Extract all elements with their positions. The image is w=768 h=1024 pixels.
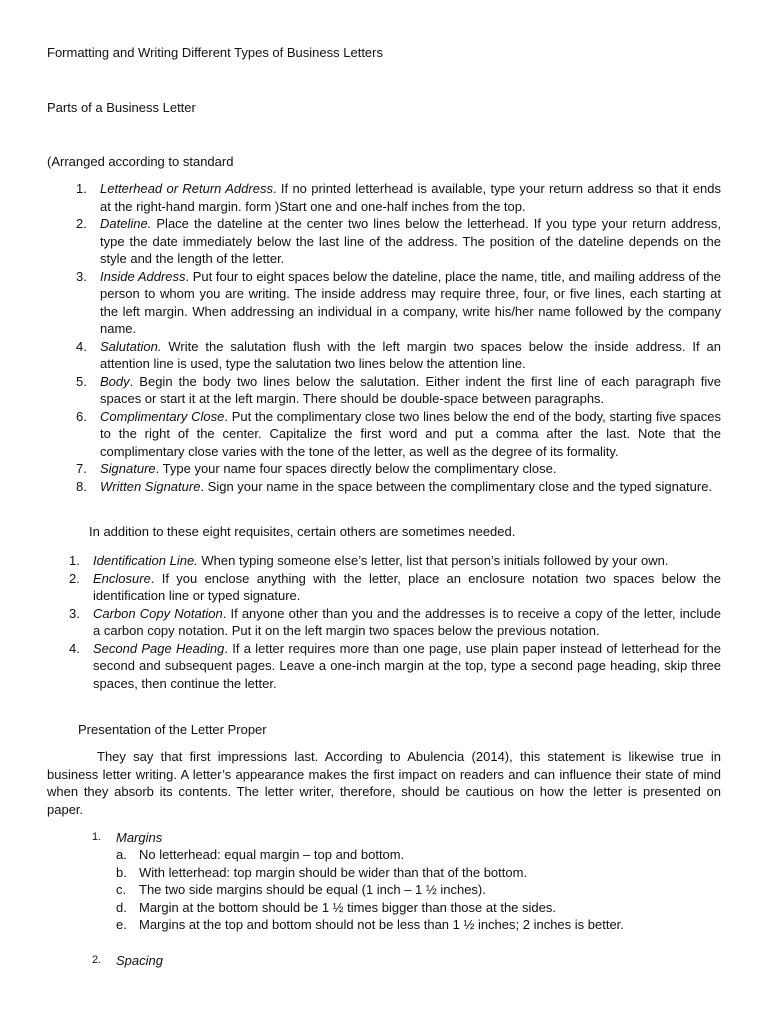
spacing-number: 2.	[92, 954, 102, 966]
list-number: 8.	[76, 478, 87, 494]
list-text: . If you enclose anything with the letter, place an enclosure notation two spaces below the identification line or typed signature.	[93, 570, 721, 603]
list-term: Dateline.	[100, 216, 152, 231]
list-term: Complimentary Close	[100, 408, 225, 424]
list-item	[76, 215, 721, 268]
list-term: Body	[100, 373, 130, 389]
list-item	[76, 478, 721, 496]
list-text: Write the salutation flush with the left margin two spaces below the inside address. If an attention line is used, type the salutation two lines below the attention line.	[100, 338, 721, 371]
list-number: c.	[116, 882, 127, 897]
list-item	[116, 864, 739, 882]
document-title: Formatting and Writing Different Types of Business Letters	[47, 45, 383, 60]
list-number: b.	[116, 864, 127, 880]
intro-paragraph: In addition to these eight requisites, certain others are sometimes needed.	[89, 524, 516, 539]
list-text: . If no printed letterhead is available, type your return address so that it ends at the right-hand margin. form )Start one and one-half inches from the top.	[100, 181, 721, 214]
list-number: 3.	[76, 268, 87, 284]
margins-title: Margins	[116, 830, 163, 845]
list-number: 1.	[76, 181, 87, 196]
margins-heading	[92, 829, 163, 847]
presentation-heading: Presentation of the Letter Proper	[78, 722, 267, 737]
list-term: Letterhead or Return Address	[100, 181, 273, 196]
list-number: 3.	[69, 605, 80, 621]
list-item	[69, 605, 721, 640]
list-item	[116, 916, 739, 934]
list-number: d.	[116, 899, 127, 915]
list-text: . Put the complimentary close two lines below the end of the body, starting five spaces to the right of the center. Capitalize the first word and put a comma after the last. Note that the complimentary close varies with the tone of the letter, as well as the degree of its formality.	[100, 408, 721, 459]
list-number: 2.	[69, 570, 80, 586]
list-item	[116, 881, 739, 899]
list-item	[69, 570, 721, 605]
list-item	[69, 640, 721, 693]
section-title: Parts of a Business Letter	[47, 100, 196, 115]
list-number: 4.	[69, 640, 80, 656]
list-item	[76, 408, 721, 461]
list-term: Enclosure	[93, 570, 151, 586]
list-number: 7.	[76, 461, 87, 476]
list-item	[76, 268, 722, 338]
margins-number: 1.	[92, 831, 102, 843]
margins-list	[116, 846, 739, 934]
list-text: Place the dateline at the center two lines below the letterhead. If you type your return address, type the date immediately below the last line of the address. The position of the dateline depends on the style and the length of the letter.	[100, 216, 721, 266]
list-text: . Put four to eight spaces below the dateline, place the name, title, and mailing address of the person to whom you are writing. The inside address may require three, four, or five lines, each starting at the left margin. When addressing an individual in a company, write his/her name followed by the company name.	[100, 268, 722, 336]
arranged-note: (Arranged according to standard	[47, 154, 234, 169]
list-text: The two side margins should be equal (1 inch – 1 ½ inches).	[139, 882, 486, 897]
list-number: a.	[116, 847, 127, 862]
list-text: No letterhead: equal margin – top and bottom.	[139, 847, 405, 862]
list-term: Written Signature	[100, 478, 201, 494]
list-term: Inside Address	[100, 268, 186, 284]
list-number: 2.	[76, 216, 87, 231]
list-text: . Sign your name in the space between the complimentary close and the typed signature.	[200, 478, 713, 494]
list-text: . Type your name four spaces directly below the complimentary close.	[155, 461, 557, 476]
parts-list	[76, 180, 722, 495]
list-item	[76, 180, 721, 215]
list-term: Carbon Copy Notation	[93, 605, 223, 621]
list-term: Second Page Heading	[93, 640, 225, 656]
list-text: . If a letter requires more than one page, use plain paper instead of letterhead for the second and subsequent pages. Leave a one-inch margin at the top, type a second page heading, skip three spaces, then continue the letter.	[93, 640, 721, 691]
list-item	[116, 846, 739, 864]
list-text: Margins at the top and bottom should not be less than 1 ½ inches; 2 inches is better.	[139, 917, 624, 932]
list-item	[76, 338, 721, 373]
list-item	[76, 373, 721, 408]
list-text: When typing someone else’s letter, list that person’s initials followed by your own.	[197, 553, 669, 568]
list-text: . Begin the body two lines below the salutation. Either indent the first line of each paragraph five spaces or start it at the left margin. There should be double-space between paragraphs.	[100, 373, 721, 406]
list-number: e.	[116, 917, 127, 932]
additional-parts-list	[69, 552, 721, 692]
spacing-heading	[92, 952, 163, 970]
spacing-title: Spacing	[116, 953, 163, 968]
list-number: 6.	[76, 408, 87, 424]
list-item	[69, 552, 721, 570]
list-item	[76, 460, 721, 478]
list-text: With letterhead: top margin should be wider than that of the bottom.	[139, 864, 528, 880]
presentation-paragraph: They say that first impressions last. According to Abulencia (2014), this statement is likewise true in business letter writing. A letter’s appearance makes the first impact on readers and can influence their state of mind when they absorb its contents. The letter writer, therefore, should be cautious on how the letter is presented on paper.	[47, 749, 721, 817]
list-text: . If anyone other than you and the addresses is to receive a copy of the letter, include a carbon copy notation. Put it on the left margin two spaces below the previous notation.	[93, 605, 721, 638]
list-term: Salutation.	[100, 338, 162, 354]
list-text: Margin at the bottom should be 1 ½ times bigger than those at the sides.	[139, 899, 556, 915]
list-term: Signature	[100, 461, 156, 476]
list-number: 5.	[76, 373, 87, 389]
list-number: 1.	[69, 553, 80, 568]
list-number: 4.	[76, 338, 87, 354]
list-term: Identification Line.	[93, 553, 198, 568]
list-item	[116, 899, 739, 917]
